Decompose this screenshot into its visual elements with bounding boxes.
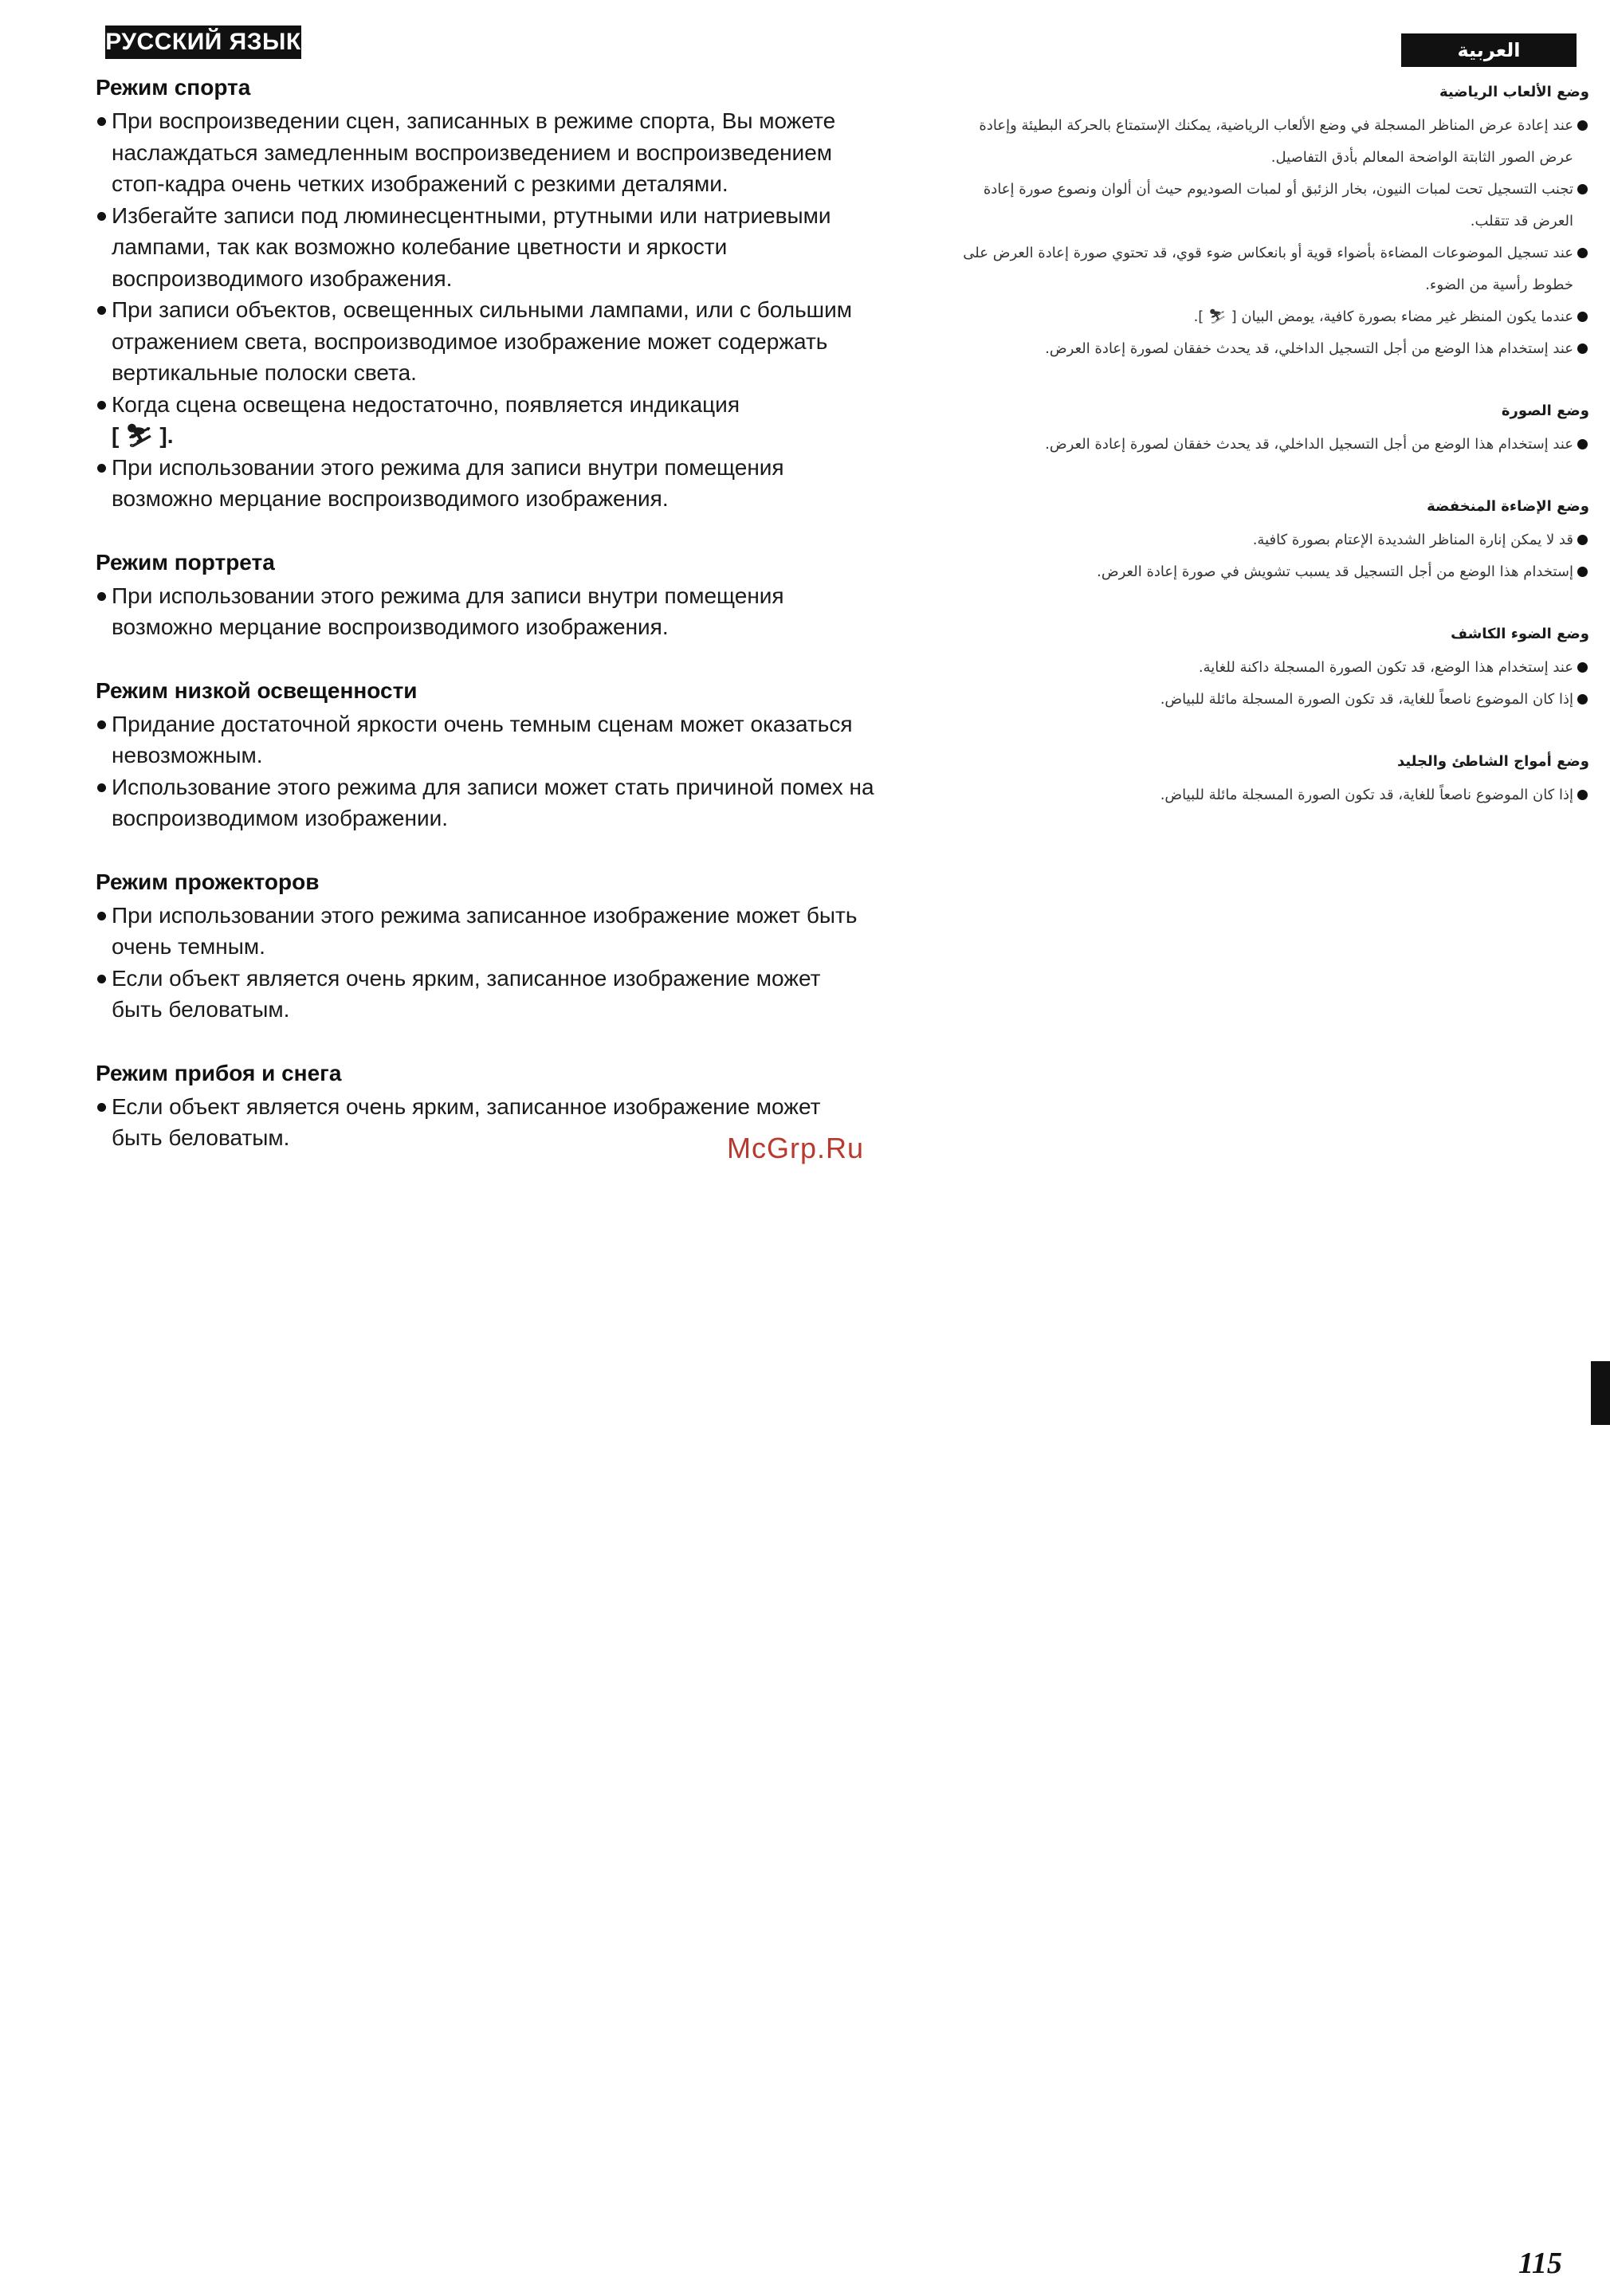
list-item: عند إستخدام هذا الوضع، قد تكون الصورة المسجلة داكنة للغاية. xyxy=(940,652,1594,684)
bullet-list xyxy=(96,708,877,834)
list-item: При воспроизведении сцен, записанных в режиме спорта, Вы можете наслаждаться замедленным воспроизведением и воспроизведением стоп-кадра очень четких изображений с резкими деталями. xyxy=(96,105,877,200)
list-item: Если объект является очень ярким, записанное изображение может быть беловатым. xyxy=(96,1091,877,1154)
list-item: Избегайте записи под люминесцентными, ртутными или натриевыми лампами, так как возможно колебание цветности и яркости воспроизводимого изображения. xyxy=(96,200,877,295)
section-portrait-mode xyxy=(96,547,877,643)
arabic-section-portrait-mode xyxy=(940,398,1594,461)
list-item: Использование этого режима для записи может стать причиной помех на воспроизводимом изображении. xyxy=(96,771,877,834)
arabic-section-heading: وضع الألعاب الرياضية xyxy=(1439,84,1589,100)
section-sport-mode xyxy=(96,72,877,515)
section-heading: Режим низкой освещенности xyxy=(96,677,418,703)
bullet-list xyxy=(940,652,1594,716)
section-heading: Режим портрета xyxy=(96,549,275,575)
arabic-section-heading: وضع أمواج الشاطئ والجليد xyxy=(1396,753,1589,770)
list-item: إذا كان الموضوع ناصعاً للغاية، قد تكون الصورة المسجلة مائلة للبياض. xyxy=(940,684,1594,716)
side-tab-marker xyxy=(1591,1361,1610,1425)
arabic-column xyxy=(940,80,1594,845)
list-item: عندما يكون المنظر غير مضاء بصورة كافية، يومض البيان [ ⛷ ]. xyxy=(940,301,1594,333)
arabic-section-surf-snow-mode xyxy=(940,749,1594,811)
section-low-light-mode xyxy=(96,675,877,834)
bullet-list xyxy=(96,105,877,515)
list-item: При использовании этого режима для записи внутри помещения возможно мерцание воспроизводимого изображения. xyxy=(96,580,877,643)
bullet-list xyxy=(940,110,1594,365)
language-badge: РУССКИЙ ЯЗЫК xyxy=(105,26,301,59)
russian-column xyxy=(96,72,877,1186)
watermark: McGrp.Ru xyxy=(727,1132,865,1164)
section-spotlight-mode xyxy=(96,866,877,1026)
page-number: 115 xyxy=(1518,2247,1562,2280)
list-item: عند إعادة عرض المناظر المسجلة في وضع الألعاب الرياضية، يمكنك الإستمتاع بالحركة البطيئة وإعادة عرض الصور الثابتة الواضحة المعالم بأدق التفاصيل. xyxy=(940,110,1594,174)
bullet-list xyxy=(940,524,1594,588)
arabic-section-heading: وضع الصورة xyxy=(1501,402,1589,419)
arabic-section-low-light-mode xyxy=(940,494,1594,588)
sport-mode-indicator-icon: [ ⛷ ]. xyxy=(112,423,174,448)
bullet-list xyxy=(940,429,1594,461)
list-item: При записи объектов, освещенных сильными лампами, или с большим отражением света, воспроизводимое изображение может содержать вертикальные полоски света. xyxy=(96,294,877,389)
arabic-section-sport-mode xyxy=(940,80,1594,365)
list-item: Придание достаточной яркости очень темным сценам может оказаться невозможным. xyxy=(96,708,877,771)
section-heading: Режим прожекторов xyxy=(96,869,320,894)
list-item-text: Когда сцена освещена недостаточно, появляется индикация xyxy=(112,391,740,417)
list-item: عند تسجيل الموضوعات المضاءة بأضواء قوية أو بانعكاس ضوء قوي، قد تحتوي صورة إعادة العرض على خطوط رأسية من الضوء. xyxy=(940,237,1594,301)
arabic-section-heading: وضع الضوء الكاشف xyxy=(1451,626,1589,642)
list-item: تجنب التسجيل تحت لمبات النيون، بخار الزئبق أو لمبات الصوديوم حيث أن ألوان ونصوع صورة إعادة العرض قد تتقلب. xyxy=(940,174,1594,237)
list-item: عند إستخدام هذا الوضع من أجل التسجيل الداخلي، قد يحدث خفقان لصورة إعادة العرض. xyxy=(940,429,1594,461)
arabic-language-badge: العربية xyxy=(1401,33,1577,67)
bullet-list xyxy=(96,900,877,1026)
arabic-section-heading: وضع الإضاءة المنخفضة xyxy=(1427,498,1589,515)
list-item xyxy=(96,389,877,452)
bullet-list xyxy=(96,580,877,643)
list-item: Если объект является очень ярким, записанное изображение может быть беловатым. xyxy=(96,963,877,1026)
bullet-list xyxy=(940,779,1594,811)
list-item: إستخدام هذا الوضع من أجل التسجيل قد يسبب تشويش في صورة إعادة العرض. xyxy=(940,556,1594,588)
arabic-section-spotlight-mode xyxy=(940,622,1594,716)
list-item: При использовании этого режима записанное изображение может быть очень темным. xyxy=(96,900,877,963)
section-heading: Режим прибоя и снега xyxy=(96,1060,342,1085)
section-heading: Режим спорта xyxy=(96,75,251,100)
list-item: إذا كان الموضوع ناصعاً للغاية، قد تكون الصورة المسجلة مائلة للبياض. xyxy=(940,779,1594,811)
list-item: При использовании этого режима для записи внутри помещения возможно мерцание воспроизводимого изображения. xyxy=(96,452,877,515)
list-item: عند إستخدام هذا الوضع من أجل التسجيل الداخلي، قد يحدث خفقان لصورة إعادة العرض. xyxy=(940,333,1594,365)
list-item: قد لا يمكن إنارة المناظر الشديدة الإعتام بصورة كافية. xyxy=(940,524,1594,556)
